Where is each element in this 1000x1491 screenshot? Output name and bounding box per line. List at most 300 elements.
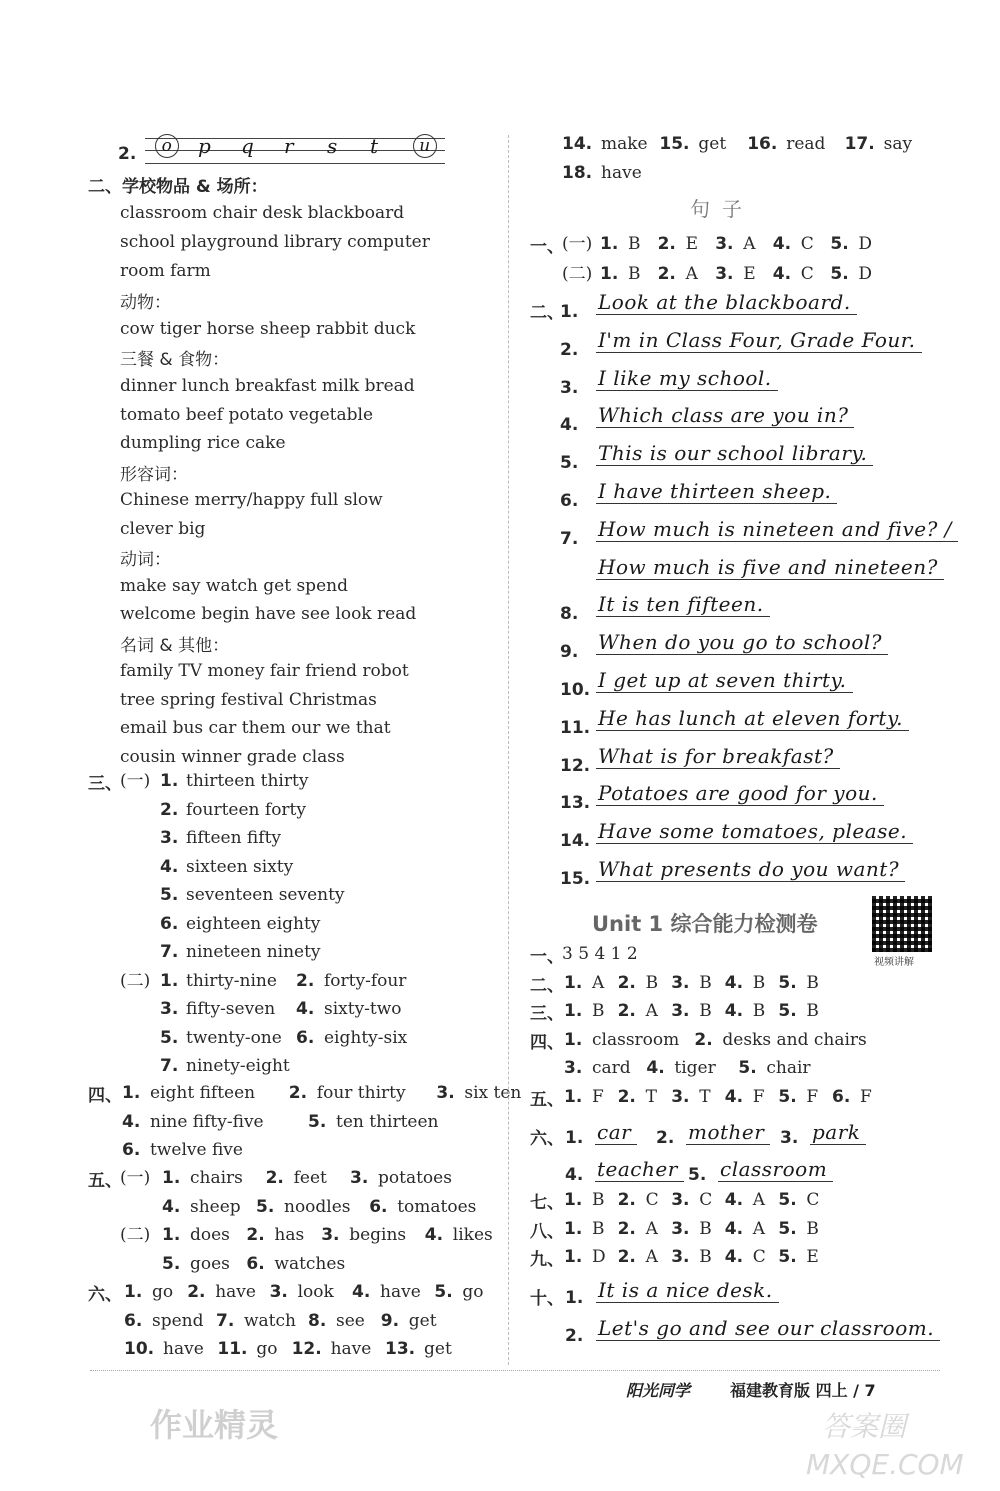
answer-text: C xyxy=(806,1190,820,1210)
part-label: (二) xyxy=(562,264,593,284)
answer-num: 2. xyxy=(265,1168,284,1188)
four-line-grid-mid xyxy=(145,150,445,151)
handwritten-sentence: Have some tomatoes, please. xyxy=(596,819,913,844)
answer-text: A xyxy=(743,234,756,254)
answer-text: E xyxy=(685,234,699,254)
answer-text: twenty-one xyxy=(186,1027,282,1048)
handwritten-sentence: Potatoes are good for you. xyxy=(596,781,884,806)
word-line: tree spring festival Christmas xyxy=(120,689,377,710)
answer-num: 1. xyxy=(564,1086,583,1107)
four-line-grid xyxy=(145,138,445,164)
word-line: family TV money fair friend robot xyxy=(120,661,409,681)
answer-num: 3. xyxy=(671,1247,690,1267)
answer-text: C xyxy=(699,1190,713,1210)
word-line: cousin winner grade class xyxy=(120,746,345,767)
handwritten-sentence: It is ten fifteen. xyxy=(596,592,770,617)
qr-code[interactable] xyxy=(872,896,932,952)
answer-text: T xyxy=(699,1086,711,1107)
answer-num: 2. xyxy=(657,234,676,254)
handwritten-word: park xyxy=(810,1120,866,1145)
answer-text: A xyxy=(685,264,698,284)
answer-text: make xyxy=(601,134,648,154)
answer-text: F xyxy=(806,1086,819,1107)
section-label: 九、 xyxy=(530,1250,564,1270)
answer-num: 16. xyxy=(747,134,778,154)
item-number: 3. xyxy=(160,999,179,1019)
answer-text: eight fifteen xyxy=(150,1083,256,1103)
answer-text: eighty-six xyxy=(324,1027,408,1048)
answer-text: C xyxy=(800,264,814,284)
item-number: 5. xyxy=(160,1027,179,1048)
alphabet-letter: q xyxy=(241,134,255,158)
answer-text: chair xyxy=(766,1058,811,1078)
handwritten-sentence: When do you go to school? xyxy=(596,630,888,655)
answer-num: 5. xyxy=(778,1218,797,1239)
handwritten-sentence: Which class are you in? xyxy=(596,403,854,428)
item-number: 2. xyxy=(160,799,179,820)
answer-num: 5. xyxy=(778,972,797,993)
word-line: tomato beef potato vegetable xyxy=(120,404,373,425)
item-number: 8. xyxy=(560,604,579,625)
handwritten-sentence: I have thirteen sheep. xyxy=(596,479,837,504)
answer-num: 3. xyxy=(671,1218,690,1239)
answer-num: 1. xyxy=(122,1083,141,1103)
answer-text: spend xyxy=(152,1310,204,1331)
answer-text: read xyxy=(786,134,826,154)
answer-text: look xyxy=(297,1282,334,1302)
answer-text: card xyxy=(592,1058,631,1078)
answer-text: noodles xyxy=(284,1196,351,1217)
word-line: classroom chair desk blackboard xyxy=(120,203,405,223)
answer-num: 5. xyxy=(778,1001,797,1021)
part-label: (二) xyxy=(120,1225,151,1245)
answer-text: has xyxy=(274,1225,305,1245)
answer-text: have xyxy=(215,1282,256,1302)
alphabet-letter: u xyxy=(413,134,437,158)
word-line: email bus car them our we that xyxy=(120,718,391,738)
handwritten-word: teacher xyxy=(595,1157,684,1182)
alphabet-letter: p xyxy=(198,134,212,158)
watermark: 答案圈 xyxy=(822,1410,907,1443)
section-label: 六、 xyxy=(88,1285,122,1305)
answer-text: 3 5 4 1 2 xyxy=(562,944,638,964)
answer-text: sheep xyxy=(190,1196,241,1217)
section-label: 五、 xyxy=(88,1171,122,1191)
answer-text: go xyxy=(462,1282,484,1302)
item-number: 12. xyxy=(560,755,591,776)
part-label: (二) xyxy=(120,970,151,991)
answer-num: 14. xyxy=(562,134,593,154)
word-line: Chinese merry/happy full slow xyxy=(120,490,383,510)
answer-num: 2. xyxy=(617,972,636,993)
handwritten-sentence: I'm in Class Four, Grade Four. xyxy=(596,328,922,353)
word-line: cow tiger horse sheep rabbit duck xyxy=(120,319,416,339)
watermark: MXQE.COM xyxy=(806,1448,964,1481)
answer-num: 6. xyxy=(246,1253,265,1274)
answer-num: 5. xyxy=(308,1111,327,1132)
answer-text: E xyxy=(743,264,756,284)
handwritten-sentence: I like my school. xyxy=(596,366,778,391)
item-number: 7. xyxy=(160,1056,179,1076)
answer-num: 9. xyxy=(380,1310,400,1331)
answer-num: 4. xyxy=(724,1190,744,1210)
item-number: 5. xyxy=(688,1165,707,1185)
item-number: 1. xyxy=(160,970,179,991)
section-label: 三、 xyxy=(88,774,122,794)
answer-text: B xyxy=(592,1218,605,1239)
answer-text: have xyxy=(601,162,642,183)
answer-num: 5. xyxy=(434,1282,453,1302)
answer-num: 3. xyxy=(269,1282,288,1302)
answer-num: 2. xyxy=(617,1001,636,1021)
answer-text: have xyxy=(330,1339,372,1359)
item-number: 6. xyxy=(160,913,179,934)
answer-num: 7. xyxy=(216,1310,235,1331)
answer-text: C xyxy=(752,1247,766,1267)
item-number: 15. xyxy=(560,869,591,889)
answer-num: 5. xyxy=(778,1086,797,1107)
section-label: 一、 xyxy=(530,237,564,257)
answer-num: 1. xyxy=(124,1282,143,1302)
item-number: 2. xyxy=(560,339,579,360)
item-number: 3. xyxy=(780,1128,799,1148)
item-number: 5. xyxy=(160,885,179,905)
answer-num: 12. xyxy=(291,1339,322,1359)
answer-num: 2. xyxy=(617,1218,636,1239)
item-number: 5. xyxy=(560,453,579,474)
word-line: room farm xyxy=(120,261,211,281)
item-number: 4. xyxy=(560,415,579,436)
answer-num: 3. xyxy=(564,1058,583,1078)
section-title: 句子 xyxy=(690,197,754,221)
alphabet-letter: o xyxy=(155,134,179,158)
answer-num: 8. xyxy=(308,1310,327,1331)
part-label: (一) xyxy=(120,771,151,791)
answer-text: watches xyxy=(274,1253,346,1274)
answer-text: A xyxy=(645,1247,658,1267)
answer-num: 4. xyxy=(122,1111,141,1132)
answer-num: 3. xyxy=(350,1168,369,1188)
answer-num: 11. xyxy=(217,1339,248,1359)
answer-text: nineteen ninety xyxy=(186,942,321,962)
answer-text: likes xyxy=(452,1225,493,1245)
answer-text: B xyxy=(699,1247,712,1267)
category-label: 动词： xyxy=(120,550,171,570)
item-number: 13. xyxy=(560,793,591,814)
answer-text: A xyxy=(645,1001,658,1021)
answer-text: potatoes xyxy=(378,1168,452,1188)
publisher-info: 福建教育版 四上 / 7 xyxy=(730,1381,876,1400)
part-label: (一) xyxy=(562,234,593,254)
answer-num: 5. xyxy=(778,1190,797,1210)
answer-text: F xyxy=(592,1086,604,1107)
answer-text: six ten xyxy=(464,1083,522,1103)
answer-text: B xyxy=(592,1190,605,1210)
category-label: 三餐 & 食物： xyxy=(120,350,230,370)
answer-num: 6. xyxy=(369,1196,388,1217)
answer-num: 3. xyxy=(715,234,734,254)
answer-text: B xyxy=(699,972,712,993)
answer-text: have xyxy=(380,1282,421,1302)
section-label: 四、 xyxy=(530,1032,564,1053)
answer-num: 4. xyxy=(724,1218,744,1239)
answer-num: 4. xyxy=(724,1086,744,1107)
answer-text: T xyxy=(645,1086,657,1107)
answer-num: 4. xyxy=(646,1058,665,1078)
answer-text: B xyxy=(806,972,819,993)
answer-num: 4. xyxy=(772,234,792,254)
item-number: 6. xyxy=(296,1027,315,1048)
answer-text: goes xyxy=(190,1253,230,1274)
unit-title: Unit 1 综合能力检测卷 xyxy=(592,912,818,936)
word-line: dumpling rice cake xyxy=(120,433,286,453)
answer-text: fifty-seven xyxy=(186,999,276,1019)
answer-text: D xyxy=(858,264,873,284)
section-label: 八、 xyxy=(530,1221,564,1242)
answer-num: 1. xyxy=(564,972,583,993)
answer-num: 5. xyxy=(830,234,849,254)
answer-text: tiger xyxy=(674,1058,716,1078)
handwritten-sentence: Let's go and see our classroom. xyxy=(596,1316,940,1341)
item-number: 1. xyxy=(160,771,179,791)
alphabet-letter: s xyxy=(327,134,338,158)
section-label: 七、 xyxy=(530,1193,564,1213)
answer-text: B xyxy=(645,972,659,993)
item-number: 10. xyxy=(560,680,591,700)
answer-text: tomatoes xyxy=(397,1196,477,1217)
answer-text: B xyxy=(628,264,641,284)
answer-num: 4. xyxy=(724,1247,744,1267)
answer-num: 3. xyxy=(671,972,690,993)
answer-num: 2. xyxy=(288,1083,308,1103)
answer-num: 5. xyxy=(738,1058,757,1078)
answer-text: go xyxy=(152,1282,174,1302)
answer-num: 3. xyxy=(321,1225,340,1245)
answer-num: 1. xyxy=(600,234,619,254)
answer-num: 3. xyxy=(715,264,734,284)
answer-text: thirty-nine xyxy=(186,970,277,991)
section-label: 一、 xyxy=(530,947,564,967)
answer-text: A xyxy=(645,1218,658,1239)
section-label: 三、 xyxy=(530,1004,564,1024)
watermark: 作业精灵 xyxy=(150,1406,279,1444)
handwritten-sentence: What presents do you want? xyxy=(596,857,905,882)
handwritten-sentence: This is our school library. xyxy=(596,441,873,466)
answer-num: 4. xyxy=(724,1001,744,1021)
item-number: 1. xyxy=(565,1128,584,1148)
answer-text: four thirty xyxy=(316,1083,406,1103)
word-line: welcome begin have see look read xyxy=(120,604,417,624)
answer-num: 15. xyxy=(659,134,690,154)
item-number: 1. xyxy=(560,302,579,322)
section-label: 二、学校物品 & 场所： xyxy=(88,177,268,197)
answer-text: does xyxy=(190,1225,230,1245)
section-label: 六、 xyxy=(530,1129,564,1149)
answer-text: B xyxy=(699,1218,712,1239)
answer-text: eighteen eighty xyxy=(186,913,321,934)
answer-text: get xyxy=(424,1339,452,1359)
item-number: 4. xyxy=(296,999,315,1019)
item-number: 7. xyxy=(560,528,579,549)
item-number: 4. xyxy=(565,1165,584,1185)
answer-text: A xyxy=(752,1218,766,1239)
alphabet-letter: t xyxy=(370,134,379,158)
answer-text: nine fifty-five xyxy=(150,1111,264,1132)
item-number: 3. xyxy=(160,828,179,848)
answer-num: 2. xyxy=(657,264,676,284)
handwritten-sentence: What is for breakfast? xyxy=(596,744,840,769)
answer-text: B xyxy=(592,1001,605,1021)
answer-text: E xyxy=(806,1247,819,1267)
answer-text: watch xyxy=(244,1310,296,1331)
answer-text: B xyxy=(699,1001,712,1021)
answer-num: 3. xyxy=(671,1086,690,1107)
handwritten-word: mother xyxy=(686,1120,770,1145)
category-label: 名词 & 其他： xyxy=(120,635,230,656)
handwritten-sentence: How much is nineteen and five? / xyxy=(596,517,958,542)
answer-num: 1. xyxy=(564,1190,583,1210)
answer-text: C xyxy=(800,234,814,254)
handwritten-word: classroom xyxy=(718,1157,833,1182)
handwritten-sentence: He has lunch at eleven forty. xyxy=(596,706,909,731)
answer-text: ninety-eight xyxy=(186,1056,290,1076)
word-line: school playground library computer xyxy=(120,232,430,252)
answer-text: B xyxy=(752,972,766,993)
answer-text: thirteen thirty xyxy=(186,771,309,791)
answer-num: 1. xyxy=(600,264,619,284)
answer-text: classroom xyxy=(592,1029,680,1050)
word-line: make say watch get spend xyxy=(120,575,348,596)
answer-text: twelve five xyxy=(150,1140,243,1160)
item-number: 4. xyxy=(160,856,179,877)
item-number: 11. xyxy=(560,717,591,738)
handwritten-sentence: I get up at seven thirty. xyxy=(596,668,853,693)
brand-logo: 阳光同学 xyxy=(626,1381,691,1400)
qr-label: 视频讲解 xyxy=(874,957,914,968)
handwritten-sentence: It is a nice desk. xyxy=(596,1278,779,1303)
section-label: 二、 xyxy=(530,303,564,323)
item-number: 3. xyxy=(560,377,579,398)
column-divider xyxy=(508,135,509,1365)
answer-text: D xyxy=(592,1247,606,1267)
answer-num: 4. xyxy=(772,264,792,284)
answer-text: C xyxy=(645,1190,659,1210)
answer-text: get xyxy=(408,1310,437,1331)
answer-text: see xyxy=(336,1310,365,1331)
answer-num: 1. xyxy=(564,1029,583,1050)
answer-num: 4. xyxy=(424,1225,444,1245)
category-label: 形容词： xyxy=(120,464,188,485)
answer-num: 18. xyxy=(562,162,593,183)
footer-divider xyxy=(90,1370,940,1371)
word-line: dinner lunch breakfast milk bread xyxy=(120,376,415,396)
answer-text: F xyxy=(752,1086,765,1107)
word-line: clever big xyxy=(120,518,206,539)
handwritten-sentence: Look at the blackboard. xyxy=(596,290,857,315)
answer-num: 6. xyxy=(122,1140,141,1160)
answer-num: 5. xyxy=(256,1196,275,1217)
answer-num: 6. xyxy=(124,1310,143,1331)
section-label: 五、 xyxy=(530,1089,564,1110)
answer-text: fourteen forty xyxy=(186,799,306,820)
answer-text: say xyxy=(883,134,913,154)
answer-num: 1. xyxy=(162,1168,181,1188)
answer-num: 1. xyxy=(564,1218,583,1239)
item-number: 1. xyxy=(565,1288,584,1308)
alphabet-letter: r xyxy=(284,134,295,158)
item-number: 2. xyxy=(656,1128,675,1148)
answer-text: D xyxy=(858,234,873,254)
section-label: 二、 xyxy=(530,975,564,996)
handwritten-sentence: How much is five and nineteen? xyxy=(596,555,944,580)
answer-num: 3. xyxy=(671,1190,690,1210)
answer-text: go xyxy=(256,1339,278,1359)
item-number: 7. xyxy=(160,942,179,962)
answer-text: fifteen fifty xyxy=(186,828,282,848)
answer-text: sixteen sixty xyxy=(186,856,294,877)
item-number: 2. xyxy=(565,1326,584,1346)
answer-num: 4. xyxy=(162,1196,181,1217)
answer-num: 3. xyxy=(436,1083,455,1103)
answer-num: 2. xyxy=(617,1190,636,1210)
answer-text: B xyxy=(806,1218,819,1239)
answer-text: A xyxy=(752,1190,766,1210)
answer-text: A xyxy=(592,972,605,993)
answer-text: feet xyxy=(293,1168,327,1188)
answer-num: 5. xyxy=(162,1253,181,1274)
answer-num: 1. xyxy=(564,1001,583,1021)
answer-text: begins xyxy=(349,1225,407,1245)
answer-text: chairs xyxy=(190,1168,243,1188)
answer-num: 1. xyxy=(564,1247,583,1267)
answer-num: 2. xyxy=(617,1247,636,1267)
answer-num: 2. xyxy=(187,1282,206,1302)
answer-text: B xyxy=(628,234,641,254)
answer-text: sixty-two xyxy=(324,999,402,1019)
answer-num: 10. xyxy=(124,1339,155,1359)
answer-text: forty-four xyxy=(324,970,407,991)
answer-text: B xyxy=(752,1001,766,1021)
item-number: 6. xyxy=(560,491,579,511)
item-number: 9. xyxy=(560,642,579,663)
answer-text: desks and chairs xyxy=(722,1029,867,1050)
answer-num: 17. xyxy=(844,134,875,154)
answer-num: 1. xyxy=(162,1225,181,1245)
answer-text: B xyxy=(806,1001,819,1021)
answer-num: 13. xyxy=(385,1339,416,1359)
answer-num: 5. xyxy=(778,1247,797,1267)
item-number: 2. xyxy=(296,970,315,991)
answer-num: 4. xyxy=(352,1282,371,1302)
answer-num: 2. xyxy=(246,1225,265,1245)
answer-num: 2. xyxy=(694,1029,713,1050)
section-label: 四、 xyxy=(88,1086,122,1106)
answer-text: ten thirteen xyxy=(336,1111,439,1132)
item-number: 14. xyxy=(560,831,591,852)
answer-text: seventeen seventy xyxy=(186,885,345,905)
item-number: 2. xyxy=(118,144,137,164)
answer-num: 5. xyxy=(830,264,849,284)
handwritten-word: car xyxy=(595,1120,637,1145)
category-label: 动物： xyxy=(120,293,171,313)
answer-num: 4. xyxy=(724,972,744,993)
answer-text: have xyxy=(163,1339,204,1359)
answer-text: F xyxy=(860,1086,872,1107)
part-label: (一) xyxy=(120,1168,151,1188)
answer-text: get xyxy=(698,134,727,154)
answer-num: 2. xyxy=(617,1086,636,1107)
section-label: 十、 xyxy=(530,1289,564,1309)
